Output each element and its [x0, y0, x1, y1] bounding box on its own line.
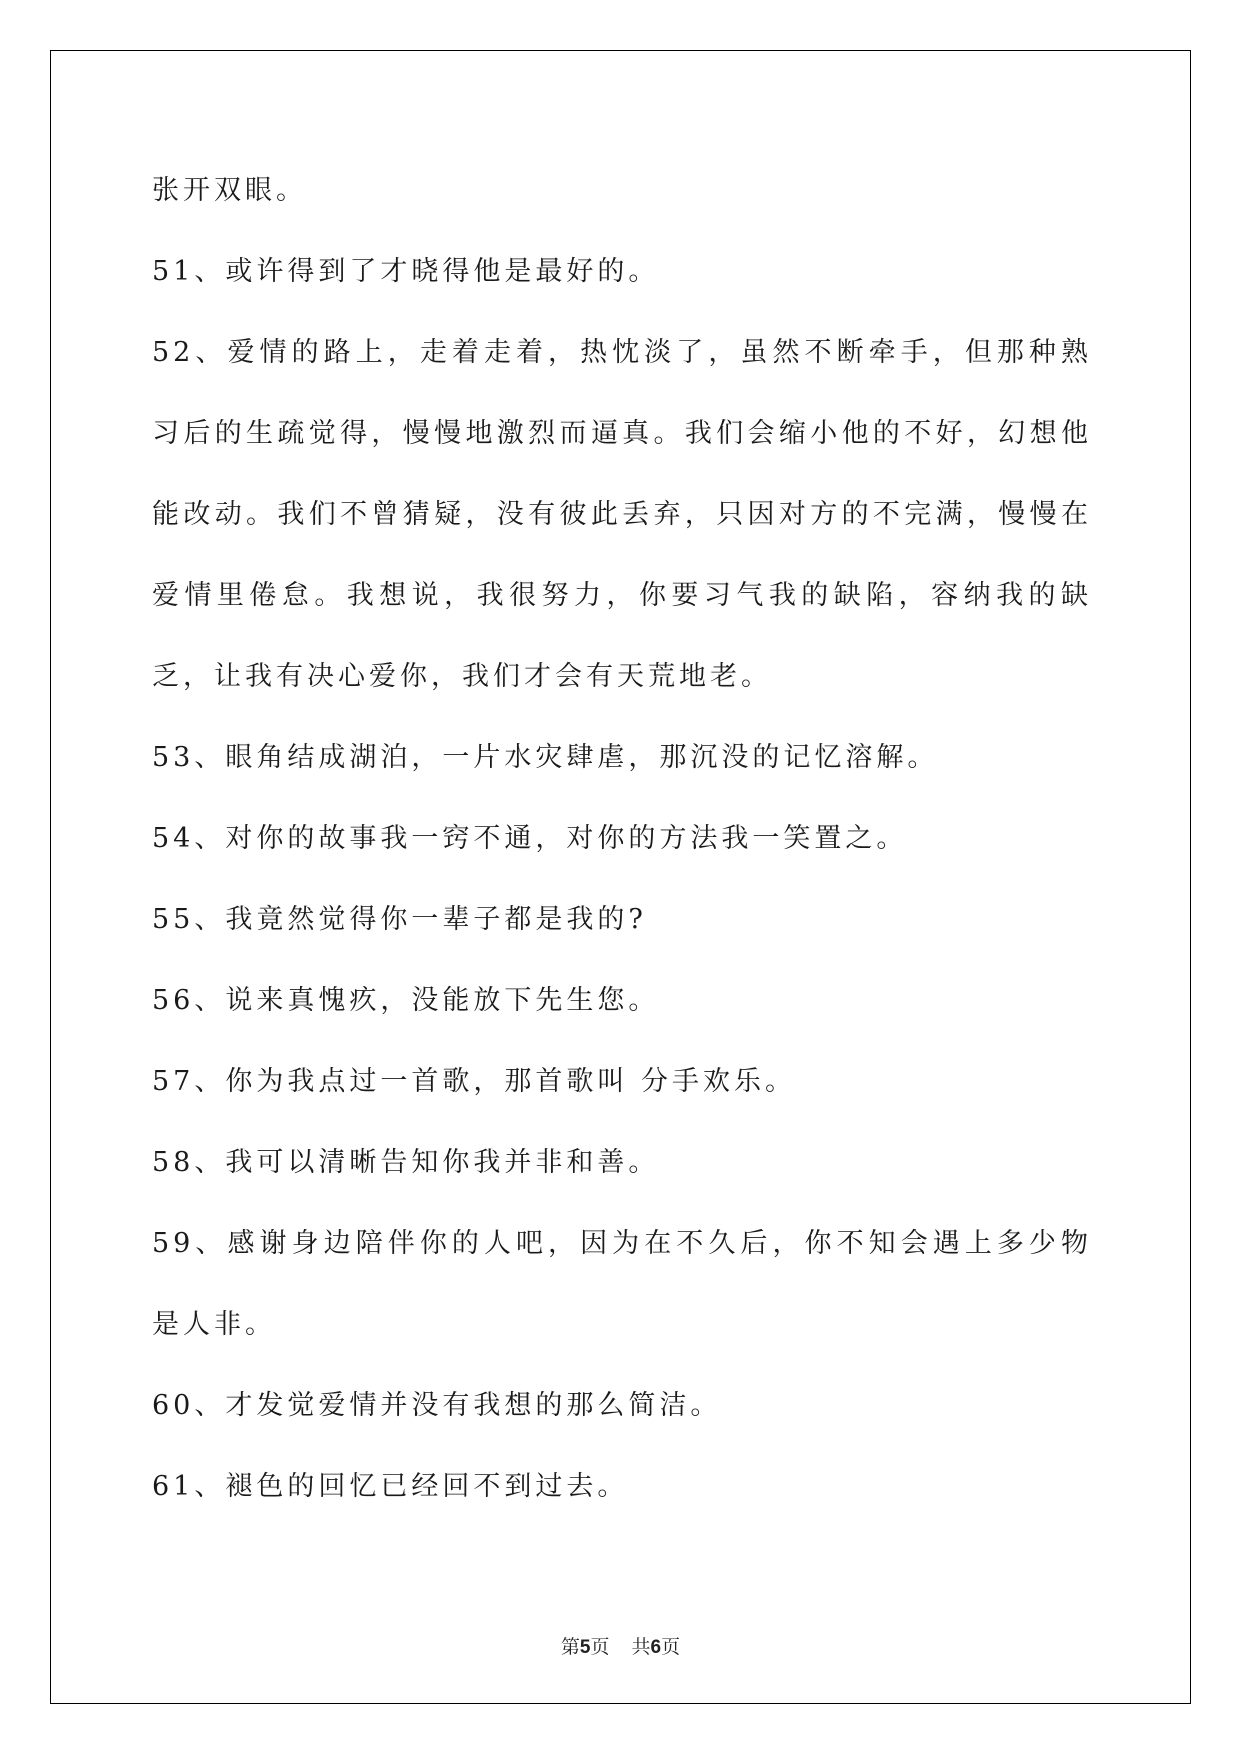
paragraph-55: 55、我竟然觉得你一辈子都是我的? [152, 904, 647, 935]
paragraph-56: 56、说来真愧疚，没能放下先生您。 [152, 985, 660, 1016]
total-page-number: 6 [650, 1637, 662, 1658]
document-body [152, 150, 1092, 1527]
paragraph-59: 59、感谢身边陪伴你的人吧，因为在不久后，你不知会遇上多少物是人非。 [152, 1228, 1092, 1340]
page-footer [0, 1632, 1241, 1659]
footer-total-prefix: 共 [631, 1636, 651, 1658]
paragraph-60: 60、才发觉爱情并没有我想的那么简洁。 [152, 1390, 722, 1421]
footer-page-suffix: 页 [590, 1636, 610, 1658]
paragraph-61: 61、褪色的回忆已经回不到过去。 [152, 1471, 629, 1502]
paragraph-58: 58、我可以清晰告知你我并非和善。 [152, 1147, 660, 1178]
paragraph-53: 53、眼角结成湖泊，一片水灾肆虐，那沉没的记忆溶解。 [152, 742, 939, 773]
paragraph-52: 52、爱情的路上，走着走着，热忱淡了，虽然不断牵手，但那种熟习后的生疏觉得，慢慢地激烈而逼真。我们会缩小他的不好，幻想他能改动。我们不曾猜疑，没有彼此丢弃，只因对方的不完满，慢慢在爱情里倦怠。我想说，我很努力，你要习气我的缺陷，容纳我的缺乏，让我有决心爱你，我们才会有天荒地老。 [152, 337, 1092, 692]
paragraph-57: 57、你为我点过一首歌，那首歌叫 分手欢乐。 [152, 1066, 796, 1097]
paragraph-51: 51、或许得到了才晓得他是最好的。 [152, 256, 660, 287]
current-page-number: 5 [579, 1637, 591, 1658]
footer-prefix: 第 [560, 1636, 580, 1658]
footer-total-suffix: 页 [661, 1636, 681, 1658]
paragraph-54: 54、对你的故事我一窍不通，对你的方法我一笑置之。 [152, 823, 908, 854]
paragraph-continuation: 张开双眼。 [152, 175, 307, 206]
